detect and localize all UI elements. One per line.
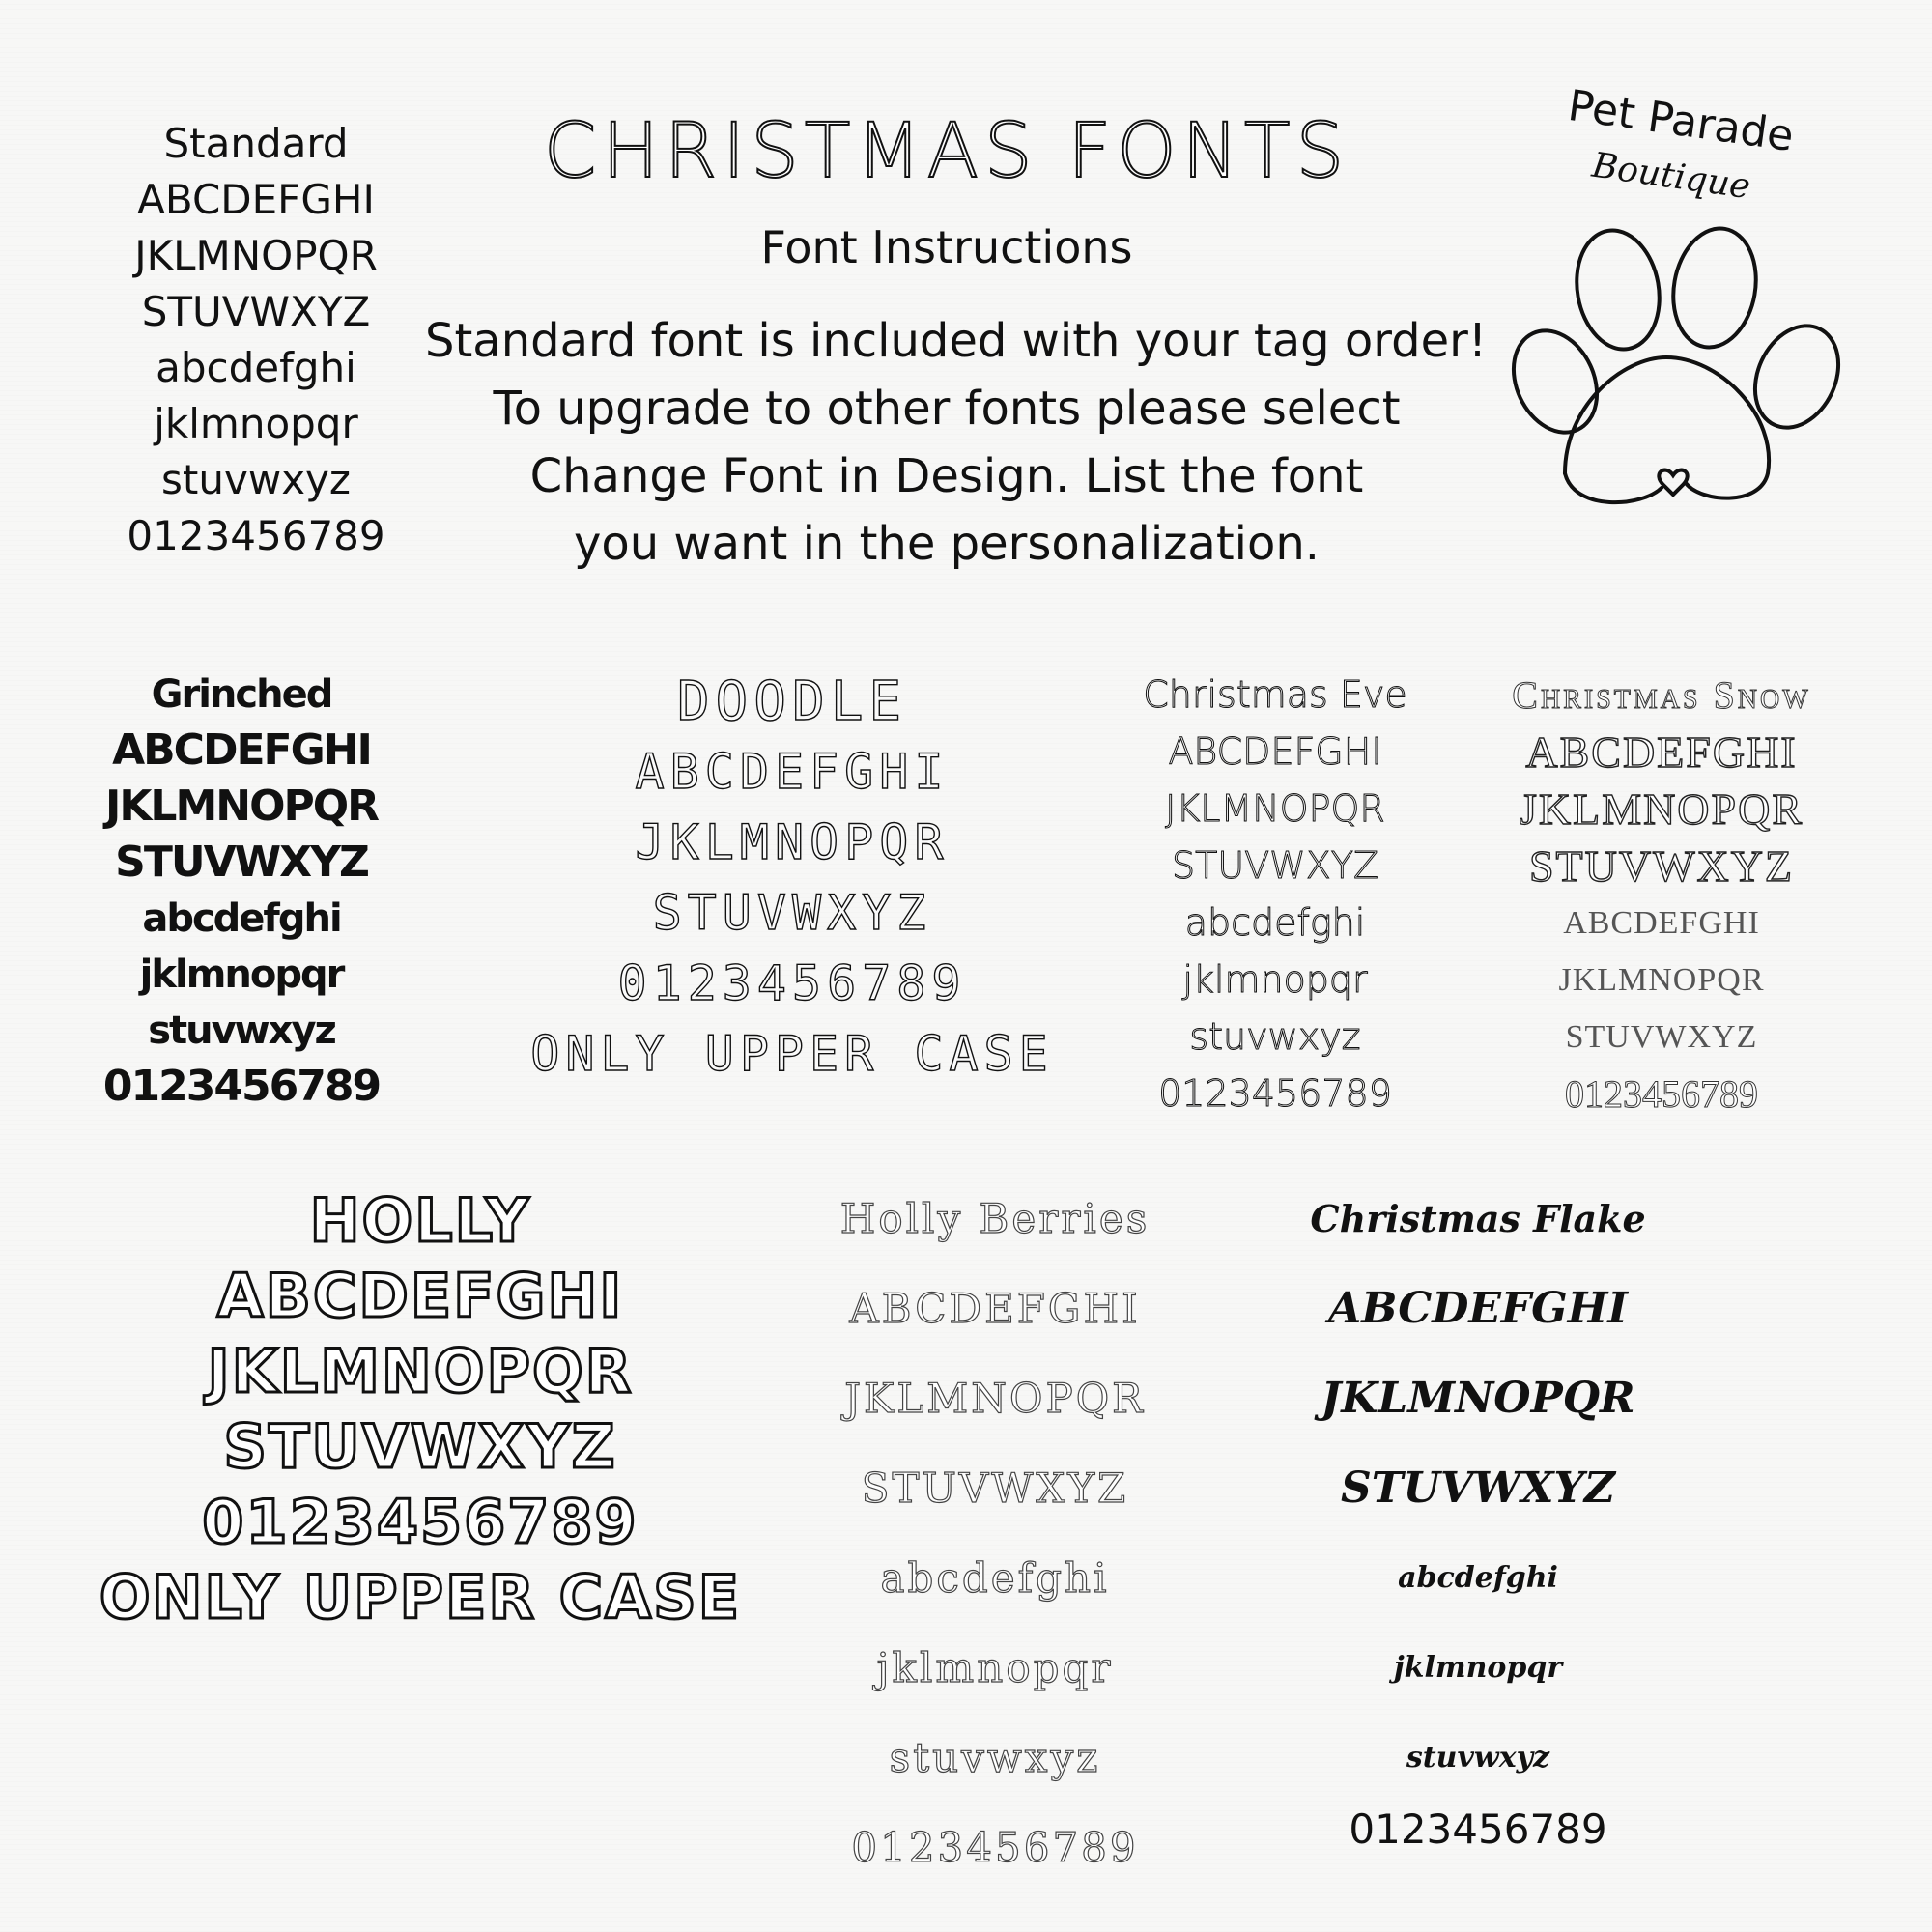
digits-row: 0123456789 [202, 1487, 639, 1557]
font-name: Standard [163, 120, 349, 167]
digits-row: 0123456789 [127, 512, 385, 559]
uppercase-row-3: STUVWXYZ [1528, 841, 1795, 891]
uppercase-row-2: JKLMNOPQR [635, 814, 950, 870]
lowercase-row-1: abcdefghi [1184, 901, 1366, 944]
uppercase-row-1: ABCDEFGHI [216, 1261, 624, 1331]
uppercase-row-3: STUVWXYZ [1340, 1463, 1616, 1513]
lowercase-row-1: abcdefghi [880, 1554, 1110, 1602]
font-name: Grinched [151, 672, 332, 717]
digits-row: 0123456789 [1565, 1072, 1758, 1116]
font-name: HOLLY [309, 1185, 531, 1256]
christmas-snow-font-sample [1468, 667, 1855, 1122]
brand-logo [1488, 80, 1874, 531]
paw-heart-icon [1507, 213, 1864, 531]
case-note: ONLY UPPER CASE [530, 1026, 1054, 1082]
lowercase-row-1: abcdefghi [156, 344, 356, 391]
digits-row: 0123456789 [1158, 1072, 1392, 1115]
logo-name: Pet Parade [1565, 80, 1797, 162]
digits-row: 0123456789 [102, 1062, 381, 1111]
lowercase-row-2: jklmnopqr [1393, 1651, 1563, 1685]
font-name: Christmas Eve [1143, 673, 1407, 716]
uppercase-row-3: STUVWXYZ [1172, 844, 1378, 887]
uppercase-row-3: STUVWXYZ [652, 885, 932, 941]
font-name: Christmas Flake [1310, 1197, 1646, 1240]
uppercase-row-1: ABCDEFGHI [1168, 730, 1382, 773]
lowercase-row-1: abcdefghi [1398, 1561, 1558, 1595]
plain-uppercase-row-1: ABCDEFGHI [1563, 905, 1760, 941]
uppercase-row-1: ABCDEFGHI [1525, 727, 1798, 777]
uppercase-row-1: ABCDEFGHI [1328, 1284, 1628, 1333]
uppercase-row-3: STUVWXYZ [223, 1411, 617, 1482]
uppercase-row-2: JKLMNOPQR [1321, 1374, 1635, 1423]
uppercase-row-1: ABCDEFGHI [849, 1285, 1141, 1332]
uppercase-row-2: JKLMNOPQR [1519, 784, 1804, 834]
lowercase-row-2: jklmnopqr [139, 952, 344, 997]
instruction-line: you want in the personalization. [573, 517, 1321, 571]
lowercase-row-1: abcdefghi [142, 896, 341, 941]
instruction-line: To upgrade to other fonts please select [493, 382, 1401, 436]
holly-berries-font-sample [792, 1174, 1198, 1892]
uppercase-row-3: STUVWXYZ [115, 838, 368, 887]
uppercase-row-1: ABCDEFGHI [112, 725, 371, 775]
uppercase-row-2: JKLMNOPQR [844, 1375, 1146, 1422]
page-subtitle: Font Instructions [760, 221, 1133, 273]
uppercase-row-2: JKLMNOPQR [1165, 787, 1385, 830]
instruction-line: Standard font is included with your tag order! [425, 314, 1488, 368]
lowercase-row-3: stuvwxyz [889, 1734, 1101, 1781]
lowercase-row-3: stuvwxyz [148, 1009, 335, 1053]
holly-font-sample [87, 1183, 753, 1635]
lowercase-row-2: jklmnopqr [1182, 958, 1368, 1001]
lowercase-row-3: stuvwxyz [1189, 1015, 1361, 1058]
lowercase-row-3: stuvwxyz [161, 456, 351, 503]
standard-font-sample [106, 116, 406, 564]
plain-uppercase-row-3: STUVWXYZ [1565, 1019, 1758, 1055]
font-name: Holly Berries [839, 1195, 1151, 1242]
grinched-font-sample [97, 667, 386, 1115]
font-name: DOODLE [676, 670, 908, 733]
digits-row: 0123456789 [851, 1824, 1139, 1871]
christmas-eve-font-sample [1140, 667, 1410, 1122]
uppercase-row-1: ABCDEFGHI [635, 744, 950, 800]
lowercase-row-3: stuvwxyz [1406, 1741, 1550, 1775]
uppercase-row-2: JKLMNOPQR [134, 232, 378, 279]
digits-row: 0123456789 [617, 955, 967, 1011]
uppercase-row-2: JKLMNOPQR [207, 1336, 634, 1406]
lowercase-row-2: jklmnopqr [876, 1644, 1114, 1691]
plain-uppercase-row-2: JKLMNOPQR [1558, 962, 1765, 998]
uppercase-row-3: STUVWXYZ [861, 1464, 1129, 1512]
doodle-font-sample [522, 667, 1063, 1090]
instruction-line: Change Font in Design. List the font [529, 449, 1364, 503]
uppercase-row-2: JKLMNOPQR [104, 781, 379, 831]
lowercase-row-2: jklmnopqr [154, 400, 358, 447]
case-note: ONLY UPPER CASE [99, 1562, 742, 1633]
uppercase-row-3: STUVWXYZ [141, 288, 371, 335]
page-title: CHRISTMAS FONTS [543, 108, 1350, 195]
font-instructions [425, 307, 1488, 578]
christmas-flake-font-sample [1294, 1174, 1662, 1857]
logo-tagline: Boutique [1589, 145, 1753, 208]
font-name: Christmas Snow [1512, 673, 1811, 717]
uppercase-row-1: ABCDEFGHI [137, 176, 375, 223]
digits-row: 0123456789 [1349, 1805, 1607, 1853]
